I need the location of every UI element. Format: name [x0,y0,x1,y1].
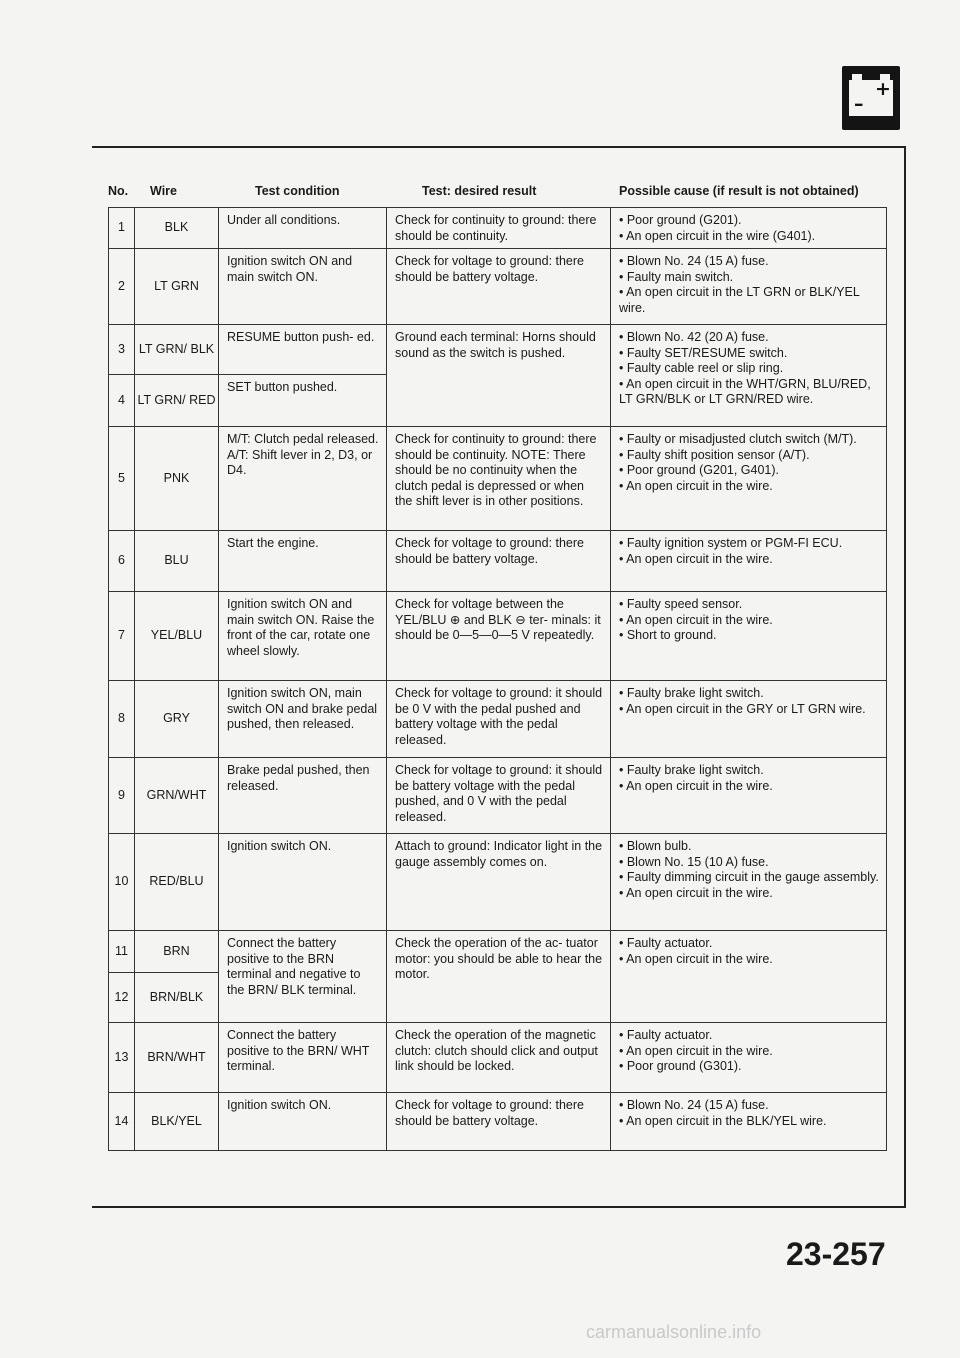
wire-color: BLK [135,208,219,249]
header-desired-result: Test: desired result [422,184,537,198]
cause-item: • Faulty brake light switch. [619,686,764,700]
wire-color: LT GRN/ BLK [135,325,219,375]
header-no: No. [108,184,129,198]
table-row [109,325,887,375]
cause-item: • Faulty speed sensor. [619,597,743,611]
test-condition: Ignition switch ON. [219,1093,387,1151]
cause-item: • Blown bulb. [619,839,692,853]
test-condition: RESUME button push- ed. [219,325,387,375]
test-condition: Start the engine. [219,531,387,592]
desired-result: Check for voltage to ground: it should be 0 V with the pedal pushed and battery voltage with the pedal released. [387,681,611,758]
cause-item: • Faulty SET/RESUME switch. [619,345,788,360]
battery-plus-symbol: + [875,78,891,100]
cause-item: • An open circuit in the wire. [619,885,773,900]
cause-item: • Faulty actuator. [619,1028,713,1042]
cause-item: • Blown No. 24 (15 A) fuse. [619,1098,769,1112]
wire-color: RED/BLU [135,834,219,931]
cause-item: • Faulty ignition system or PGM-FI ECU. [619,536,843,550]
cause-item: • Faulty cable reel or slip ring. [619,361,784,375]
desired-result: Check for voltage between the YEL/BLU ⊕ and BLK ⊖ ter- minals: it should be 0—5—0—5 V repeatedly. [387,592,611,681]
wire-color: BRN/BLK [135,973,219,1023]
desired-result: Check for voltage to ground: there should be battery voltage. [387,1093,611,1151]
test-condition: Ignition switch ON, main switch ON and brake pedal pushed, then released. [219,681,387,758]
possible-cause [611,1023,887,1093]
cause-item: • An open circuit in the wire. [619,551,773,566]
row-number: 12 [109,973,135,1023]
table-row [109,427,887,531]
possible-cause [611,834,887,931]
possible-cause [611,325,887,427]
test-condition: Under all conditions. [219,208,387,249]
test-condition: Ignition switch ON and main switch ON. Raise the front of the car, rotate one wheel slowly. [219,592,387,681]
table-row [109,592,887,681]
test-condition: Connect the battery positive to the BRN/ WHT terminal. [219,1023,387,1093]
table-row [109,1093,887,1151]
header-test-condition: Test condition [255,184,340,198]
table-row [109,681,887,758]
cause-item: • An open circuit in the wire. [619,778,773,793]
desired-result: Check for continuity to ground: there should be continuity. NOTE: There should be no continuity when the clutch pedal is depressed or when the shift lever is in other positions. [387,427,611,531]
cause-item: • Faulty actuator. [619,936,713,950]
row-number: 5 [109,427,135,531]
wire-color: BRN/WHT [135,1023,219,1093]
page-number: 23-257 [786,1236,886,1272]
cause-item: • An open circuit in the GRY or LT GRN wire. [619,701,866,716]
cause-item: • An open circuit in the wire. [619,951,773,966]
cause-item: • Short to ground. [619,628,717,642]
wire-color: GRY [135,681,219,758]
row-number: 4 [109,375,135,427]
possible-cause [611,758,887,834]
table-row [109,531,887,592]
wire-color: PNK [135,427,219,531]
cause-item: • Poor ground (G301). [619,1059,742,1073]
cause-item: • An open circuit in the WHT/GRN, BLU/RED, LT GRN/BLK or LT GRN/RED wire. [619,376,871,406]
wire-test-table [108,207,887,1151]
desired-result: Check for voltage to ground: there should be battery voltage. [387,249,611,325]
cause-item: • An open circuit in the wire. [619,1043,773,1058]
row-number: 14 [109,1093,135,1151]
cause-item: • Blown No. 24 (15 A) fuse. [619,254,769,268]
table-row [109,931,887,973]
desired-result: Check the operation of the magnetic clutch: clutch should click and output link should be locked. [387,1023,611,1093]
possible-cause [611,427,887,531]
row-number: 9 [109,758,135,834]
row-number: 3 [109,325,135,375]
row-number: 10 [109,834,135,931]
test-condition: Ignition switch ON and main switch ON. [219,249,387,325]
cause-item: • Faulty brake light switch. [619,763,764,777]
row-number: 11 [109,931,135,973]
cause-item: • An open circuit in the wire (G401). [619,228,816,243]
table-row [109,1023,887,1093]
cause-item: • Faulty main switch. [619,269,734,284]
cause-item: • Blown No. 42 (20 A) fuse. [619,330,769,344]
cause-item: • Poor ground (G201). [619,213,742,227]
test-condition: Connect the battery positive to the BRN terminal and negative to the BRN/ BLK terminal. [219,931,387,1023]
table-row [109,208,887,249]
cause-item: • Faulty shift position sensor (A/T). [619,447,810,462]
desired-result: Check the operation of the ac- tuator motor: you should be able to hear the motor. [387,931,611,1023]
battery-icon [842,66,900,130]
watermark: carmanualsonline.info [586,1322,762,1342]
page-frame-bottom [92,1206,906,1208]
row-number: 2 [109,249,135,325]
table-row [109,249,887,325]
possible-cause [611,1093,887,1151]
cause-item: • Faulty dimming circuit in the gauge assembly. [619,870,879,884]
possible-cause [611,531,887,592]
wire-color: YEL/BLU [135,592,219,681]
wire-color: BRN [135,931,219,973]
test-condition: SET button pushed. [219,375,387,427]
row-number: 6 [109,531,135,592]
cause-item: • An open circuit in the wire. [619,612,773,627]
battery-minus-symbol: – [854,93,864,115]
wire-color: BLK/YEL [135,1093,219,1151]
row-number: 13 [109,1023,135,1093]
cause-item: • An open circuit in the BLK/YEL wire. [619,1113,827,1128]
header-possible-cause: Possible cause (if result is not obtained) [619,184,859,198]
test-condition: Brake pedal pushed, then released. [219,758,387,834]
row-number: 7 [109,592,135,681]
possible-cause [611,208,887,249]
battery-body [849,80,893,116]
possible-cause [611,681,887,758]
row-number: 8 [109,681,135,758]
table-row [109,834,887,931]
desired-result: Check for voltage to ground: it should be battery voltage with the pedal pushed, and 0 V with the pedal released. [387,758,611,834]
wire-color: GRN/WHT [135,758,219,834]
desired-result: Ground each terminal: Horns should sound as the switch is pushed. [387,325,611,427]
table-row [109,758,887,834]
test-condition: Ignition switch ON. [219,834,387,931]
header-wire: Wire [150,184,177,198]
cause-item: • An open circuit in the wire. [619,478,773,493]
cause-item: • Faulty or misadjusted clutch switch (M/T). [619,432,857,446]
desired-result: Attach to ground: Indicator light in the gauge assembly comes on. [387,834,611,931]
possible-cause [611,931,887,1023]
wire-color: BLU [135,531,219,592]
cause-item: • Poor ground (G201, G401). [619,463,780,477]
test-condition: M/T: Clutch pedal released. A/T: Shift lever in 2, D3, or D4. [219,427,387,531]
page-frame-top [92,146,906,148]
possible-cause [611,249,887,325]
cause-item: • Blown No. 15 (10 A) fuse. [619,854,769,869]
wire-color: LT GRN [135,249,219,325]
desired-result: Check for voltage to ground: there should be battery voltage. [387,531,611,592]
desired-result: Check for continuity to ground: there should be continuity. [387,208,611,249]
page-frame-right [904,146,906,1208]
possible-cause [611,592,887,681]
cause-item: • An open circuit in the LT GRN or BLK/YEL wire. [619,285,860,315]
wire-color: LT GRN/ RED [135,375,219,427]
row-number: 1 [109,208,135,249]
